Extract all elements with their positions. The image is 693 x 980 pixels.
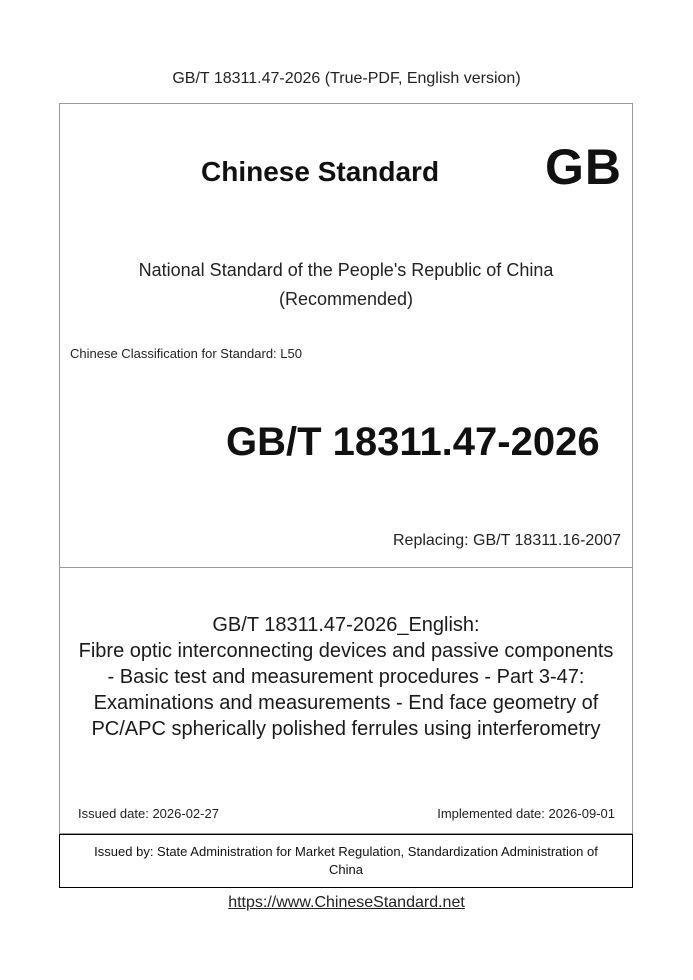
title-line: - Basic test and measurement procedures - Part 3-47: [107,666,585,688]
issuer-line: China [329,862,363,877]
issuer-box [59,834,633,888]
website-link[interactable]: https://www.ChineseStandard.net [228,894,465,911]
national-standard-label [59,256,633,314]
chinese-standard-heading: Chinese Standard [201,156,440,187]
national-standard-line: National Standard of the People's Republic of China [138,260,554,280]
classification-label: Chinese Classification for Standard: L50 [70,346,302,361]
gb-logo: GB [545,139,622,195]
document-title [59,612,633,742]
document-header: GB/T 18311.47-2026 (True-PDF, English version) [172,70,521,87]
title-line: PC/APC spherically polished ferrules using interferometry [91,718,601,740]
title-line: Examinations and measurements - End face geometry of [93,692,599,714]
title-line: Fibre optic interconnecting devices and passive components [78,640,614,662]
issuer-line: Issued by: State Administration for Market Regulation, Standardization Administration of [94,844,598,859]
replacing-label: Replacing: GB/T 18311.16-2007 [392,532,621,549]
implemented-date: Implemented date: 2026-09-01 [437,806,615,821]
issued-date: Issued date: 2026-02-27 [78,806,219,821]
recommended-label: (Recommended) [278,289,414,309]
title-line: GB/T 18311.47-2026_English: [212,614,480,636]
standard-number: GB/T 18311.47-2026 [226,420,600,464]
